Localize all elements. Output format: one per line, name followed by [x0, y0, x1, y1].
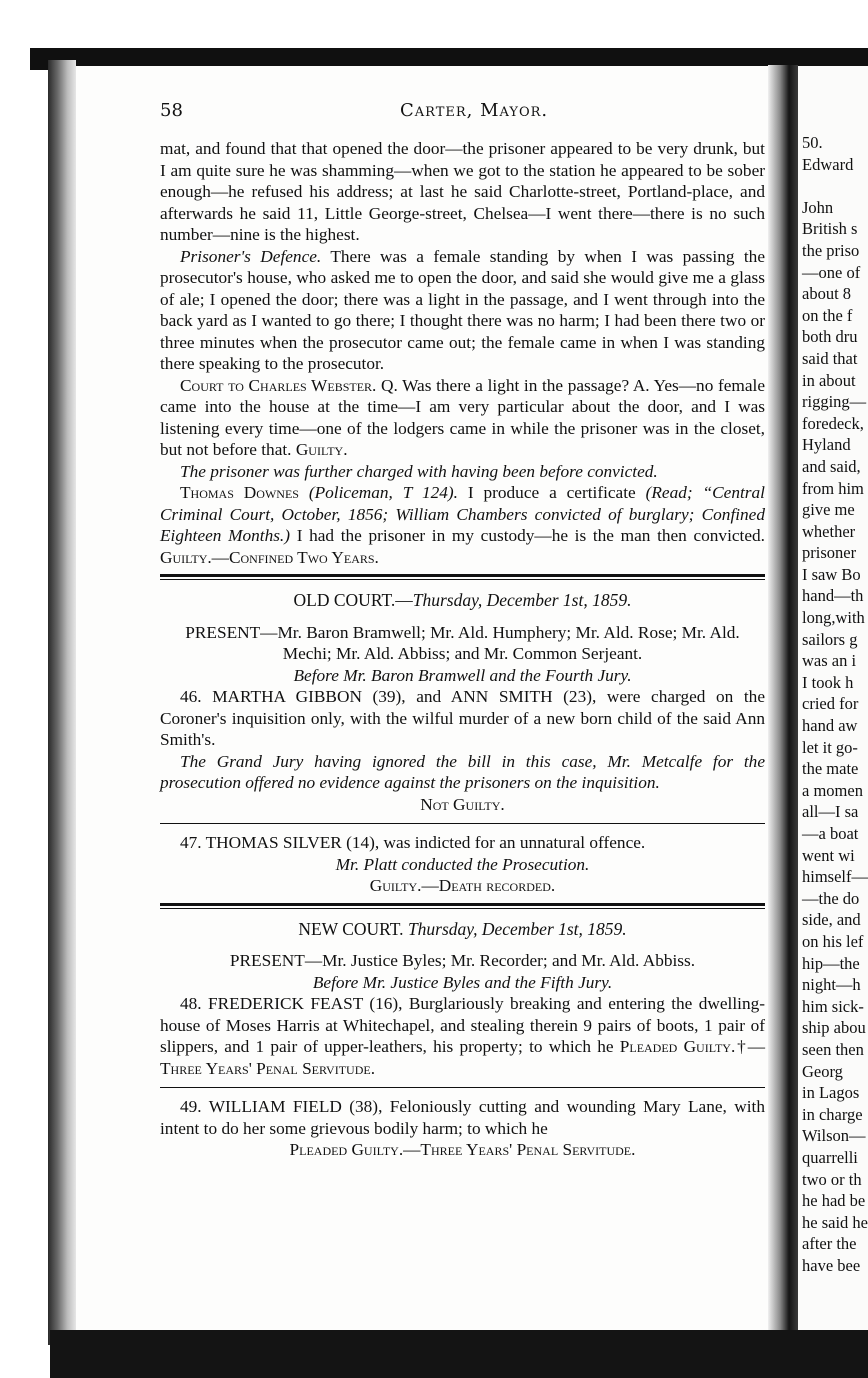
right-page-line: I saw Bo [802, 564, 861, 584]
right-page-line: long,with [802, 608, 865, 628]
right-page-line: prisoner [802, 543, 857, 563]
right-page-line: he had be [802, 1191, 866, 1211]
right-page-line: hip—the [802, 953, 860, 973]
right-page-line: the mate [802, 759, 859, 779]
new-court-present: PRESENT—Mr. Justice Byles; Mr. Recorder; and Mr. Ald. Abbiss. [229, 951, 696, 970]
new-court-title: NEW COURT. [298, 918, 404, 939]
right-page-line: Edward [802, 154, 854, 174]
right-page-line: himself— [802, 867, 868, 887]
right-page-line: side, and [802, 910, 861, 930]
old-court-before [160, 665, 765, 687]
right-page-line: on his lef [802, 931, 864, 951]
right-page-line: seen then [802, 1039, 864, 1059]
right-page-line: British s [802, 219, 858, 239]
paragraph-testimony: mat, and found that that opened the door—the prisoner appeared to be very drunk, but I am quite sure he was shamming—when we got to the station he appeared to be sober enough—he refused his address; at last he said Charlotte-street, Portland-place, and afterwards he said 11, Little George-street, Chelsea—I went there—there is no such number—nine is the highest. [160, 139, 765, 244]
right-page-line: foredeck, [802, 413, 864, 433]
right-page-line: him sick- [802, 996, 864, 1016]
witness-text-1: I produce a certificate [467, 483, 636, 502]
right-page-line: —a boat [802, 824, 859, 843]
old-court-heading [160, 590, 765, 612]
book-spine-edge [48, 60, 76, 1345]
right-page-line: hand—th [802, 586, 864, 606]
defence-text: There was a female standing by when I was passing the prosecutor's house, who asked me to open the door, and said she would give me a glass of ale; I opened the door; there was a light in the passage, and I went through into the back yard as I wanted to go there; I thought there was no harm; I had been there two or three minutes when the prosecutor came out; the female came in when I was standing there speaking to the prosecutor. [160, 246, 765, 373]
right-page-line: —the do [802, 888, 860, 908]
case-46: 46. MARTHA GIBBON (39), and ANN SMITH (23), were charged on the Coroner's inquisition only, with the wilful murder of a new born child of the said Ann Smith's. [160, 687, 765, 749]
verdict-49: Pleaded Guilty.—Three Years' Penal Servitude. [289, 1140, 636, 1159]
new-court-date: Thursday, December 1st, 1859. [407, 918, 627, 939]
right-page-line: whether [802, 521, 856, 541]
new-court-before [160, 972, 765, 994]
new-court-heading [160, 919, 765, 941]
right-page-line: have bee [802, 1255, 861, 1275]
right-page-line: from him [802, 478, 864, 498]
old-court-present: PRESENT—Mr. Baron Bramwell; Mr. Ald. Humphery; Mr. Ald. Rose; Mr. Ald. Mechi; Mr. Ald. Abbiss; and Mr. Common Serjeant. [185, 622, 740, 663]
witness-name: Thomas Downes [180, 483, 299, 502]
right-page-line: quarrelli [802, 1147, 858, 1167]
right-page-line: Hyland [802, 435, 851, 455]
running-title: Carter, Mayor. [400, 100, 549, 121]
right-page-line: in about [802, 370, 856, 390]
right-page-line: cried for [802, 694, 859, 714]
new-court-before-text: Before Mr. Justice Byles and the Fifth Jury. [312, 972, 613, 992]
right-page-line: sailors g [802, 629, 858, 649]
right-page-line: Wilson— [802, 1126, 866, 1146]
right-page-line: about 8 [802, 284, 852, 304]
section-divider [160, 903, 765, 909]
paragraph-court-question [160, 375, 765, 461]
verdict-47: Guilty.—Death recorded. [369, 876, 556, 895]
right-page-line: in Lagos [802, 1083, 860, 1103]
court-text: Q. Was there a light in the passage? A. Yes—no female came into the house at the time—I am very particular about the door, and I was listening every time—one of the lodgers came in while the prisoner was in the closet, but not before that. [160, 375, 765, 459]
case-49: 49. WILLIAM FIELD (38), Feloniously cutting and wounding Mary Lane, with intent to do her some grievous bodily harm; to which he [160, 1097, 765, 1138]
old-court-date: Thursday, December 1st, 1859. [412, 590, 632, 610]
right-page-line: both dru [802, 327, 858, 347]
paragraph-defence [160, 246, 765, 375]
section-divider [160, 574, 765, 580]
case-divider [160, 1087, 765, 1088]
right-page-line: went wi [802, 845, 855, 865]
right-page-line: Georg [802, 1061, 843, 1081]
right-page-line: a momen [802, 780, 863, 800]
book-gutter [768, 65, 798, 1335]
paragraph-downes [160, 482, 765, 568]
right-page-line: all—I sa [802, 802, 859, 822]
scan-bottom-border [50, 1330, 868, 1378]
case-47: 47. THOMAS SILVER (14), was indicted for an unnatural offence. [180, 833, 646, 852]
verdict-guilty: Guilty. [295, 440, 348, 459]
right-page-line: on the f [802, 305, 853, 325]
old-court-title: OLD COURT.— [293, 590, 413, 610]
case-48 [160, 993, 765, 1079]
right-page-line: after the [802, 1234, 857, 1254]
paragraph-further-charge [160, 461, 765, 483]
right-page-line: hand aw [802, 716, 858, 736]
right-page-line: John [802, 197, 834, 217]
page-body [160, 138, 765, 1161]
defence-label: Prisoner's Defence. [180, 246, 322, 266]
witness-text-2: I had the prisoner in my custody—he is the man then convicted. [296, 526, 765, 545]
witness-role: (Policeman, T 124). [308, 483, 458, 502]
case-divider [160, 823, 765, 824]
verdict-46: Not Guilty. [420, 794, 505, 814]
verdict-48: Pleaded Guilty.†—Three Years' Penal Servitude. [160, 1037, 765, 1078]
grand-jury-note [160, 751, 765, 794]
right-page-line: he said he [802, 1212, 868, 1232]
right-page-line: rigging— [802, 392, 867, 412]
verdict-sentence: Guilty.—Confined Two Years. [160, 547, 379, 567]
right-page-line: and said, [802, 456, 861, 476]
right-page-line: let it go- [802, 737, 858, 757]
right-page-line: give me [802, 500, 855, 520]
old-court-before-text: Before Mr. Baron Bramwell and the Fourth Jury. [293, 665, 632, 685]
prosecution-note [160, 854, 765, 876]
right-page-line: the priso [802, 240, 860, 260]
certificate-read: (Read; “Central Criminal Court, October, 1856; William Chambers convicted of burglary; Confined Eighteen Months.) [160, 483, 765, 545]
right-page-line: ship abou [802, 1018, 866, 1038]
right-page-line: I took h [802, 672, 854, 692]
right-page-line: in charge [802, 1104, 863, 1124]
right-page-line: two or th [802, 1169, 862, 1189]
prosecution-text: Mr. Platt conducted the Prosecution. [335, 854, 590, 874]
page-number: 58 [160, 100, 183, 121]
court-label: Court to Charles Webster. [180, 375, 377, 395]
right-page-line: 50. [802, 133, 823, 152]
right-page-line: said that [802, 348, 858, 368]
right-page-line: —one of [802, 262, 861, 282]
grand-jury-text: The Grand Jury having ignored the bill in this case, Mr. Metcalfe for the prosecution offered no evidence against the prisoners on the inquisition. [160, 751, 765, 792]
right-page-line: night—h [802, 975, 861, 995]
case-48-text: 48. FREDERICK FEAST (16), Burglariously breaking and entering the dwelling-house of Moses Harris at Whitechapel, and stealing therein 9 pairs of boots, 1 pair of slippers, and 1 pair of upper-leathers, his property; to which he [160, 994, 765, 1056]
right-page-text [802, 132, 868, 1276]
right-page-line [802, 175, 868, 197]
right-page-line: was an i [802, 651, 857, 671]
further-charge-text: The prisoner was further charged with having been before convicted. [180, 461, 658, 481]
